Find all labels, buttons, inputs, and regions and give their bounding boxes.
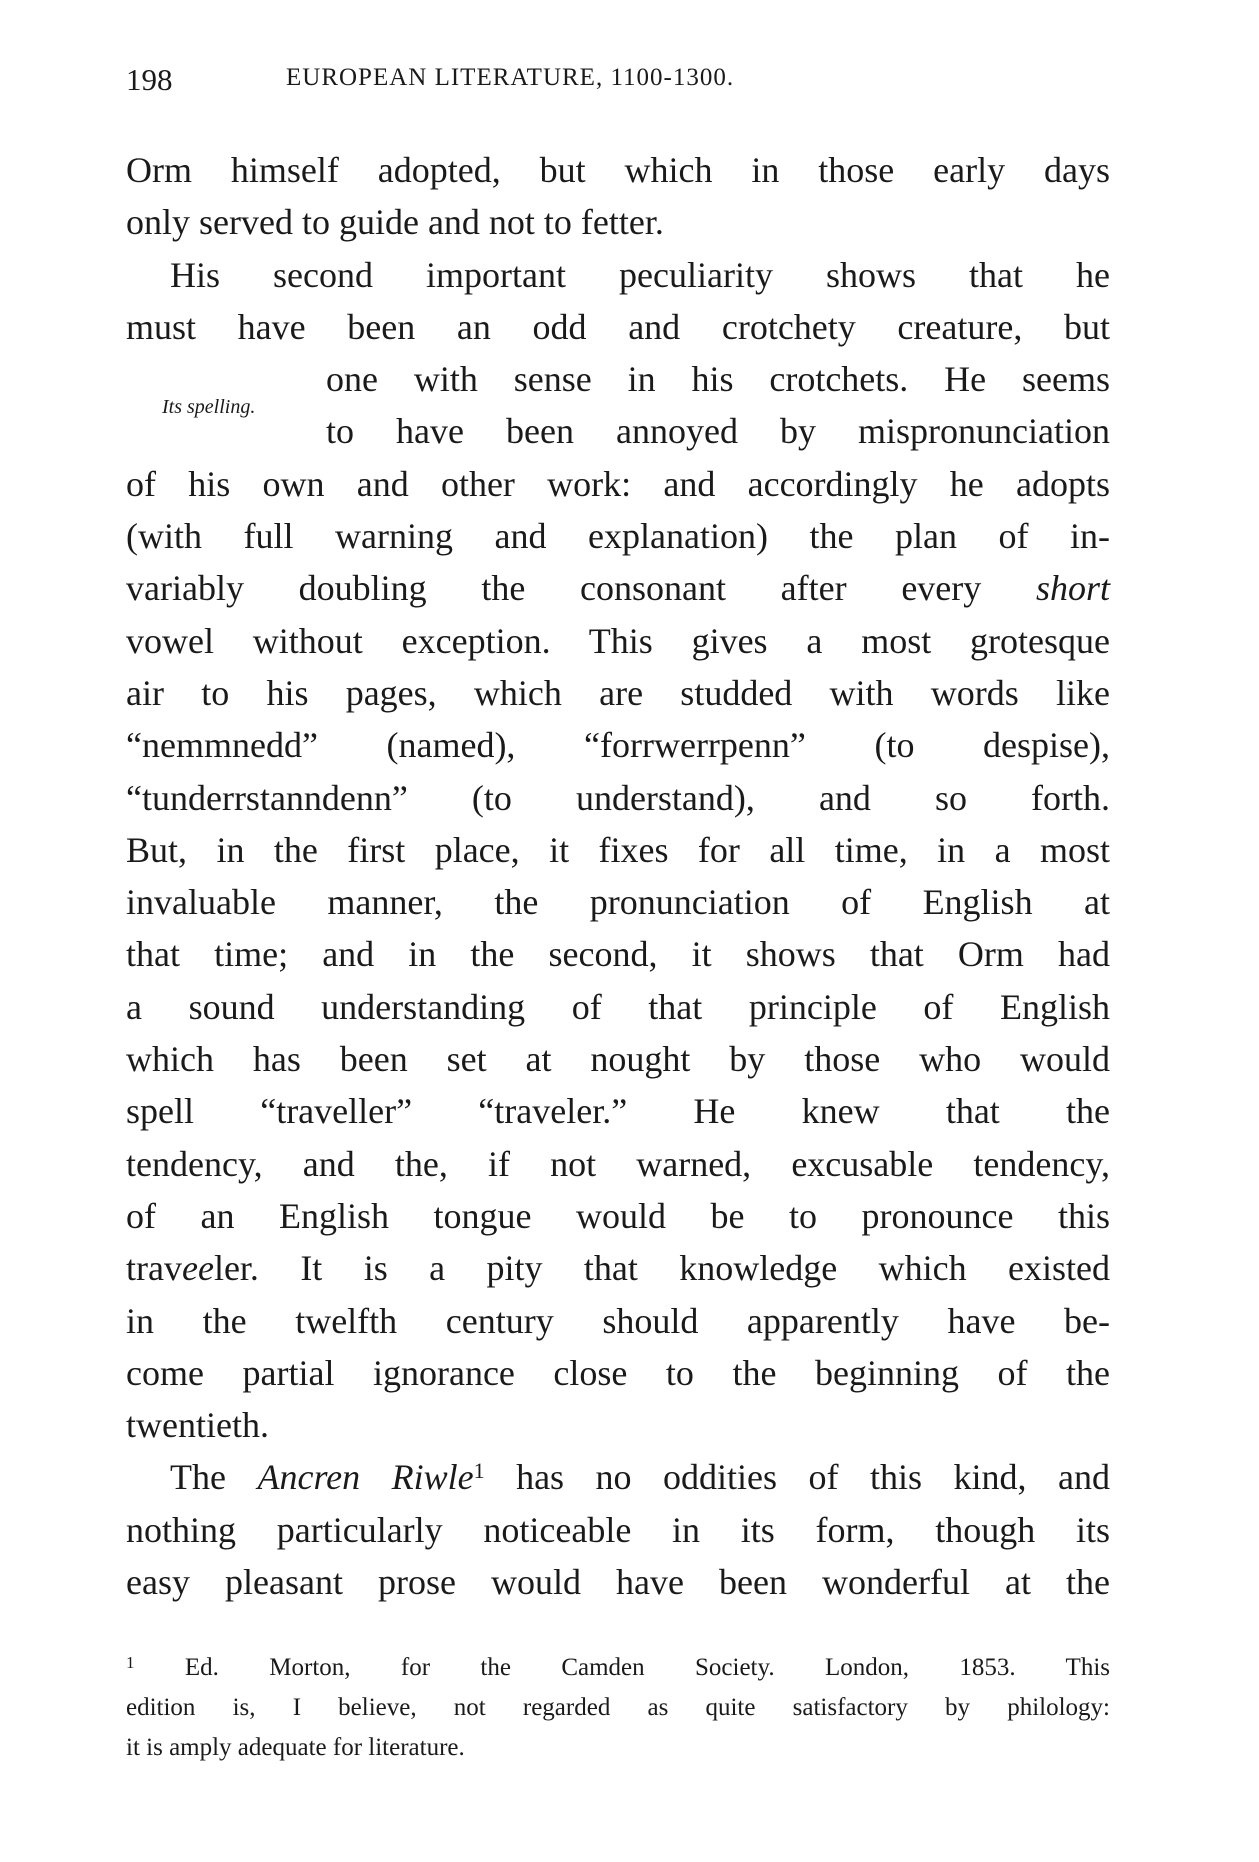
text-line: [126, 981, 1110, 1033]
text-line: [126, 1399, 1110, 1451]
footnote-line: [126, 1648, 1110, 1688]
text-line: [126, 510, 1110, 562]
text-segment: it is amply adequate for literature.: [126, 1734, 465, 1761]
text-segment: twentieth.: [126, 1405, 269, 1446]
text-line: [126, 772, 1110, 824]
footnote-line: [126, 1688, 1110, 1728]
text-segment: in the twelfth century should apparently have be-: [126, 1300, 1110, 1341]
text-line: [126, 1451, 1110, 1503]
italic-text: ee: [181, 1248, 214, 1289]
footnote: [126, 1648, 1110, 1768]
text-line: [126, 301, 1110, 353]
text-segment: of an English tongue would be to pronounce this: [126, 1195, 1110, 1236]
text-line: [126, 249, 1110, 301]
text-segment: Ed. Morton, for the Camden Society. London, 1853. This: [134, 1654, 1110, 1681]
footnote-marker: 1: [126, 1653, 135, 1672]
text-line: [126, 876, 1110, 928]
text-line: [126, 458, 1110, 510]
text-line: [126, 144, 1110, 196]
text-segment: ler. It is a pity that knowledge which existed: [213, 1248, 1110, 1289]
italic-text: short: [1035, 568, 1110, 609]
text-line: [126, 615, 1110, 667]
text-segment: “tunderrstanndenn” (to understand), and so forth.: [126, 777, 1110, 818]
text-segment: variably doubling the consonant after every: [126, 568, 1036, 609]
text-line: [126, 1295, 1110, 1347]
text-line: [126, 353, 1110, 405]
text-line: [126, 1347, 1110, 1399]
text-segment: But, in the first place, it fixes for all time, in a most: [126, 829, 1110, 870]
text-segment: Orm himself adopted, but which in those early days: [126, 150, 1110, 190]
running-header: [126, 62, 1110, 102]
text-segment: must have been an odd and crotchety creature, but: [126, 306, 1110, 347]
text-segment: edition is, I believe, not regarded as quite satisfactory by philology:: [126, 1694, 1110, 1721]
text-line: [126, 1556, 1110, 1608]
text-segment: a sound understanding of that principle of English: [126, 986, 1110, 1027]
text-line: [126, 1190, 1110, 1242]
text-line: [126, 928, 1110, 980]
text-segment: come partial ignorance close to the beginning of the: [126, 1352, 1110, 1393]
text-segment: to have been annoyed by mispronunciation: [326, 411, 1110, 452]
text-line: [126, 667, 1110, 719]
text-line: [126, 1504, 1110, 1556]
text-segment: vowel without exception. This gives a most grotesque: [126, 620, 1110, 661]
text-segment: “nemmnedd” (named), “forrwerrpenn” (to despise),: [126, 725, 1110, 766]
text-segment: The: [170, 1457, 258, 1498]
text-segment: of his own and other work: and accordingly he adopts: [126, 463, 1110, 504]
text-line: [126, 562, 1110, 614]
text-segment: nothing particularly noticeable in its form, though its: [126, 1509, 1110, 1550]
text-line: [126, 824, 1110, 876]
footnote-line: [126, 1728, 1110, 1768]
text-line: [126, 1085, 1110, 1137]
text-segment: easy pleasant prose would have been wonderful at the: [126, 1562, 1110, 1603]
text-segment: invaluable manner, the pronunciation of English at: [126, 882, 1110, 923]
text-segment: air to his pages, which are studded with words like: [126, 672, 1110, 713]
footnote-marker: 1: [473, 1458, 485, 1484]
page-number: 198: [126, 62, 173, 97]
text-segment: that time; and in the second, it shows that Orm had: [126, 934, 1110, 975]
text-line: [126, 196, 1110, 248]
text-segment: tendency, and the, if not warned, excusable tendency,: [126, 1143, 1110, 1184]
text-line: [126, 1138, 1110, 1190]
marginal-note: Its spelling.: [162, 396, 256, 418]
text-line: [126, 1242, 1110, 1294]
text-segment: one with sense in his crotchets. He seems: [326, 359, 1110, 400]
text-line: [126, 719, 1110, 771]
italic-text: Ancren Riwle: [257, 1457, 474, 1498]
text-segment: only served to guide and not to fetter.: [126, 202, 664, 243]
text-segment: (with full warning and explanation) the plan of in-: [126, 516, 1110, 557]
text-segment: has no oddities of this kind, and: [484, 1457, 1111, 1498]
text-segment: spell “traveller” “traveler.” He knew that the: [126, 1091, 1110, 1132]
text-segment: His second important peculiarity shows that he: [170, 254, 1110, 295]
text-segment: which has been set at nought by those who would: [126, 1039, 1110, 1080]
text-segment: trav: [126, 1248, 182, 1289]
text-line: [126, 1033, 1110, 1085]
text-line: [126, 405, 1110, 457]
body-text: [126, 144, 1110, 1608]
running-head-title: EUROPEAN LITERATURE, 1100-1300.: [286, 64, 735, 91]
